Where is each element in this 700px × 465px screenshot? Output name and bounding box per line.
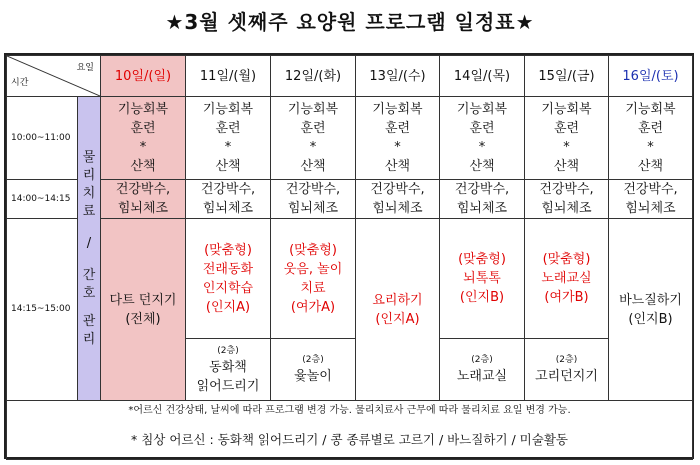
- category-char: 관: [82, 313, 96, 329]
- header-corner: [7, 56, 101, 97]
- program-cell: 기능회복 훈련 * 산책: [271, 97, 356, 180]
- program-cell: (맞춤형) 뇌톡톡 (인지B): [440, 219, 525, 339]
- category-char: 치: [82, 185, 96, 201]
- day-header-thu: 14일/(목): [440, 56, 525, 97]
- page-title: ★3월 셋째주 요양원 프로그램 일정표★: [165, 10, 535, 34]
- category-char: 료: [82, 203, 96, 219]
- day-header-fri: 15일/(금): [525, 56, 609, 97]
- program-cell: (맞춤형) 전래동화 인지학습 (인지A): [186, 219, 271, 339]
- program-cell-2f: (2층) 고리던지기: [525, 339, 609, 401]
- program-cell: 기능회복 훈련 * 산책: [609, 97, 693, 180]
- time-axis-label: 시간: [11, 78, 29, 88]
- day-header-mon: 11일/(월): [186, 56, 271, 97]
- day-header-sun: 10일/(일): [101, 56, 186, 97]
- category-spacer: [78, 221, 100, 235]
- day-header-wed: 13일/(수): [356, 56, 440, 97]
- day-header-sat: 16일/(토): [609, 56, 693, 97]
- program-cell-2f: (2층) 동화책 읽어드리기: [186, 339, 271, 401]
- program-cell: 요리하기 (인지A): [356, 219, 440, 401]
- category-char: 리: [82, 167, 96, 183]
- program-cell: 기능회복 훈련 * 산책: [186, 97, 271, 180]
- schedule-table: [6, 55, 693, 460]
- program-cell: 다트 던지기 (전체): [101, 219, 186, 401]
- category-char: 간: [82, 267, 96, 283]
- time-slot-1: 10:00~11:00: [7, 97, 78, 180]
- program-cell: 건강박수, 힘뇌체조: [609, 180, 693, 219]
- program-cell: (맞춤형) 노래교실 (여가B): [525, 219, 609, 339]
- notice-line-1: *어르신 건강상태, 날씨에 따라 프로그램 변경 가능. 물리치료사 근무에 따라 물리치료 요일 변경 가능.: [7, 401, 693, 421]
- program-cell: 건강박수, 힘뇌체조: [356, 180, 440, 219]
- category-char: /: [86, 235, 92, 251]
- program-cell: 기능회복 훈련 * 산책: [440, 97, 525, 180]
- day-header-tue: 12일/(화): [271, 56, 356, 97]
- program-cell: 건강박수, 힘뇌체조: [101, 180, 186, 219]
- program-cell: 건강박수, 힘뇌체조: [186, 180, 271, 219]
- program-cell: 기능회복 훈련 * 산책: [356, 97, 440, 180]
- day-axis-label: 요일: [76, 63, 94, 73]
- category-column: [78, 97, 101, 401]
- program-cell: 바느질하기 (인지B): [609, 219, 693, 401]
- program-cell: (맞춤형) 웃음, 놀이 치료 (여가A): [271, 219, 356, 339]
- category-char: 호: [82, 285, 96, 301]
- category-char: 리: [82, 331, 96, 347]
- category-char: 물: [82, 149, 96, 165]
- program-cell-2f: (2층) 윷놀이: [271, 339, 356, 401]
- program-cell: 건강박수, 힘뇌체조: [440, 180, 525, 219]
- notice-line-2: * 침상 어르신 : 동화책 읽어드리기 / 콩 종류별로 고르기 / 바느질하기 / 미술활동: [7, 421, 693, 460]
- time-slot-2: 14:00~14:15: [7, 180, 78, 219]
- program-cell: 건강박수, 힘뇌체조: [525, 180, 609, 219]
- category-spacer: [78, 303, 100, 313]
- program-cell: 기능회복 훈련 * 산책: [101, 97, 186, 180]
- program-cell: 기능회복 훈련 * 산책: [525, 97, 609, 180]
- program-cell-2f: (2층) 노래교실: [440, 339, 525, 401]
- time-slot-3: 14:15~15:00: [7, 219, 78, 401]
- program-cell: 건강박수, 힘뇌체조: [271, 180, 356, 219]
- category-spacer: [78, 253, 100, 267]
